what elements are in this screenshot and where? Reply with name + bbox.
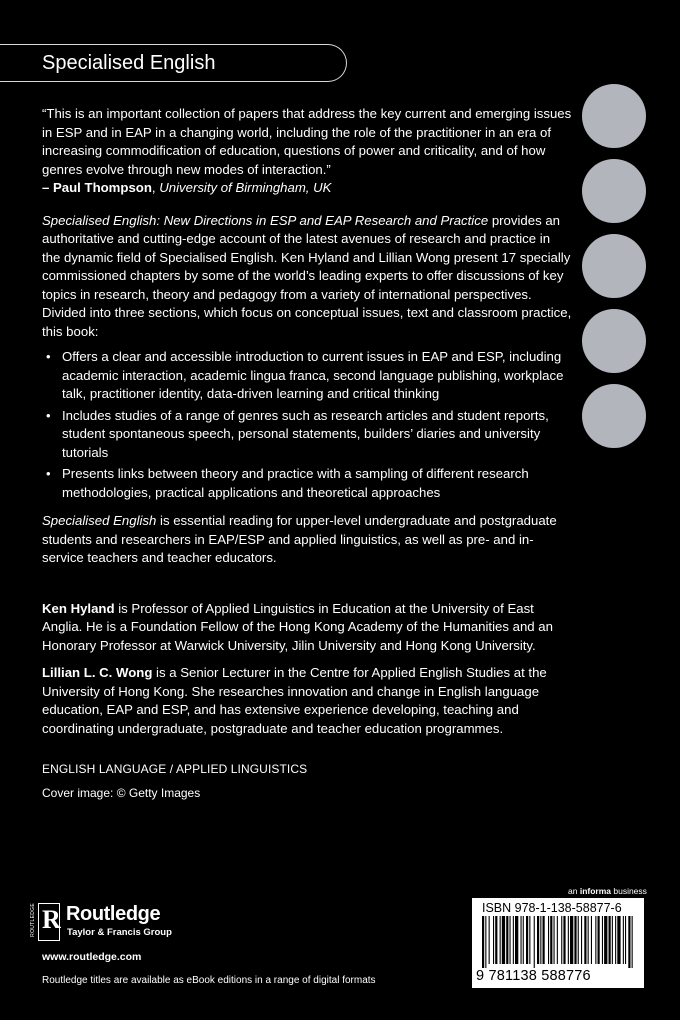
series-title-bar (0, 44, 347, 82)
barcode-icon (478, 916, 638, 968)
publisher-url[interactable]: www.routledge.com (42, 951, 142, 963)
series-title: Specialised English (42, 52, 216, 74)
list-item: • Offers a clear and accessible introduction to current issues in EAP and ESP, including academic interaction, academic lingua franca, second language publishing, workplace talk, practitioner identity, data-driven learning and critical thinking (46, 349, 564, 401)
routledge-mark-icon: R (38, 903, 60, 941)
decorative-circle (582, 234, 646, 298)
bullet-icon: • (46, 407, 51, 423)
publisher-subtitle: Taylor & Francis Group (67, 927, 172, 938)
logo-vertical-text: ROUTLEDGE (30, 903, 36, 937)
quote-attribution: – Paul Thompson, University of Birmingham, UK (42, 180, 332, 195)
informa-tagline: an informa business (568, 886, 647, 896)
bullet-icon: • (46, 349, 51, 364)
decorative-circles (582, 84, 646, 459)
subject-category: ENGLISH LANGUAGE / APPLIED LINGUISTICS (42, 762, 308, 776)
author-name: Ken Hyland (42, 600, 115, 616)
book-full-title: Specialised English: New Directions in ESP and EAP Research and Practice (42, 212, 489, 228)
isbn-barcode (472, 898, 644, 988)
cover-credit: Cover image: © Getty Images (42, 785, 201, 800)
author-bio: Ken Hyland is Professor of Applied Linguistics in Education at the University of East Anglia. He is a Foundation Fellow of the Hong Kong Academy of the Humanities and an Honorary Professor at Warwick University, Jilin University and Hong Kong University. (42, 600, 553, 653)
list-item: • Presents links between theory and practice with a sampling of different research methodologies, practical applications and theoretical approaches (46, 466, 529, 500)
back-cover-text (42, 105, 572, 802)
feature-list (42, 348, 572, 502)
book-description: Specialised English: New Directions in ESP and EAP Research and Practice provides an authoritative and cutting-edge account of the latest avenues of research and practice in the dynamic field of Specialised English. Ken Hyland and Lillian Wong present 17 specially commissioned chapters by some of the world’s leading experts to offer discussions of key topics in research, theory and pedagogy from a variety of international perspectives. Divided into three sections, which focus on conceptual issues, text and classroom practice, this book: (42, 212, 572, 339)
decorative-circle (582, 384, 646, 448)
audience-summary: Specialised English is essential reading for upper-level undergraduate and postgraduate students and researchers in EAP/ESP and applied linguistics, as well as pre- and in-service teachers and teacher educators. (42, 513, 557, 565)
isbn-label: ISBN 978-1-138-58877-6 (482, 901, 622, 915)
endorsement-quote: “This is an important collection of papers that address the key current and emerging issues in ESP and in EAP in a changing world, including the role of the practitioner in an era of increasing commodification of education, questions of power and criticality, and of how genres evolve through new modes of interaction.” (42, 106, 572, 177)
barcode-digits: 9 781138 588776 (476, 968, 591, 984)
decorative-circle (582, 309, 646, 373)
publisher-name: Routledge (66, 903, 161, 925)
quote-affiliation: University of Birmingham, UK (159, 180, 332, 195)
author-name: Lillian L. C. Wong (42, 665, 153, 680)
list-item: • Includes studies of a range of genres such as research articles and student reports, student spontaneous speech, personal statements, builders’ diaries and university tutorials (46, 407, 549, 460)
author-bio: Lillian L. C. Wong is a Senior Lecturer in the Centre for Applied English Studies at the University of Hong Kong. She researches innovation and change in English language education, EAP and ESP, and has extensive experience developing, teaching and coordinating undergraduate, postgraduate and teacher education programmes. (42, 665, 547, 736)
bullet-icon: • (46, 466, 51, 481)
ebook-note: Routledge titles are available as eBook editions in a range of digital formats (42, 975, 376, 986)
quote-author: Paul Thompson (53, 180, 152, 195)
decorative-circle (582, 159, 646, 223)
decorative-circle (582, 84, 646, 148)
